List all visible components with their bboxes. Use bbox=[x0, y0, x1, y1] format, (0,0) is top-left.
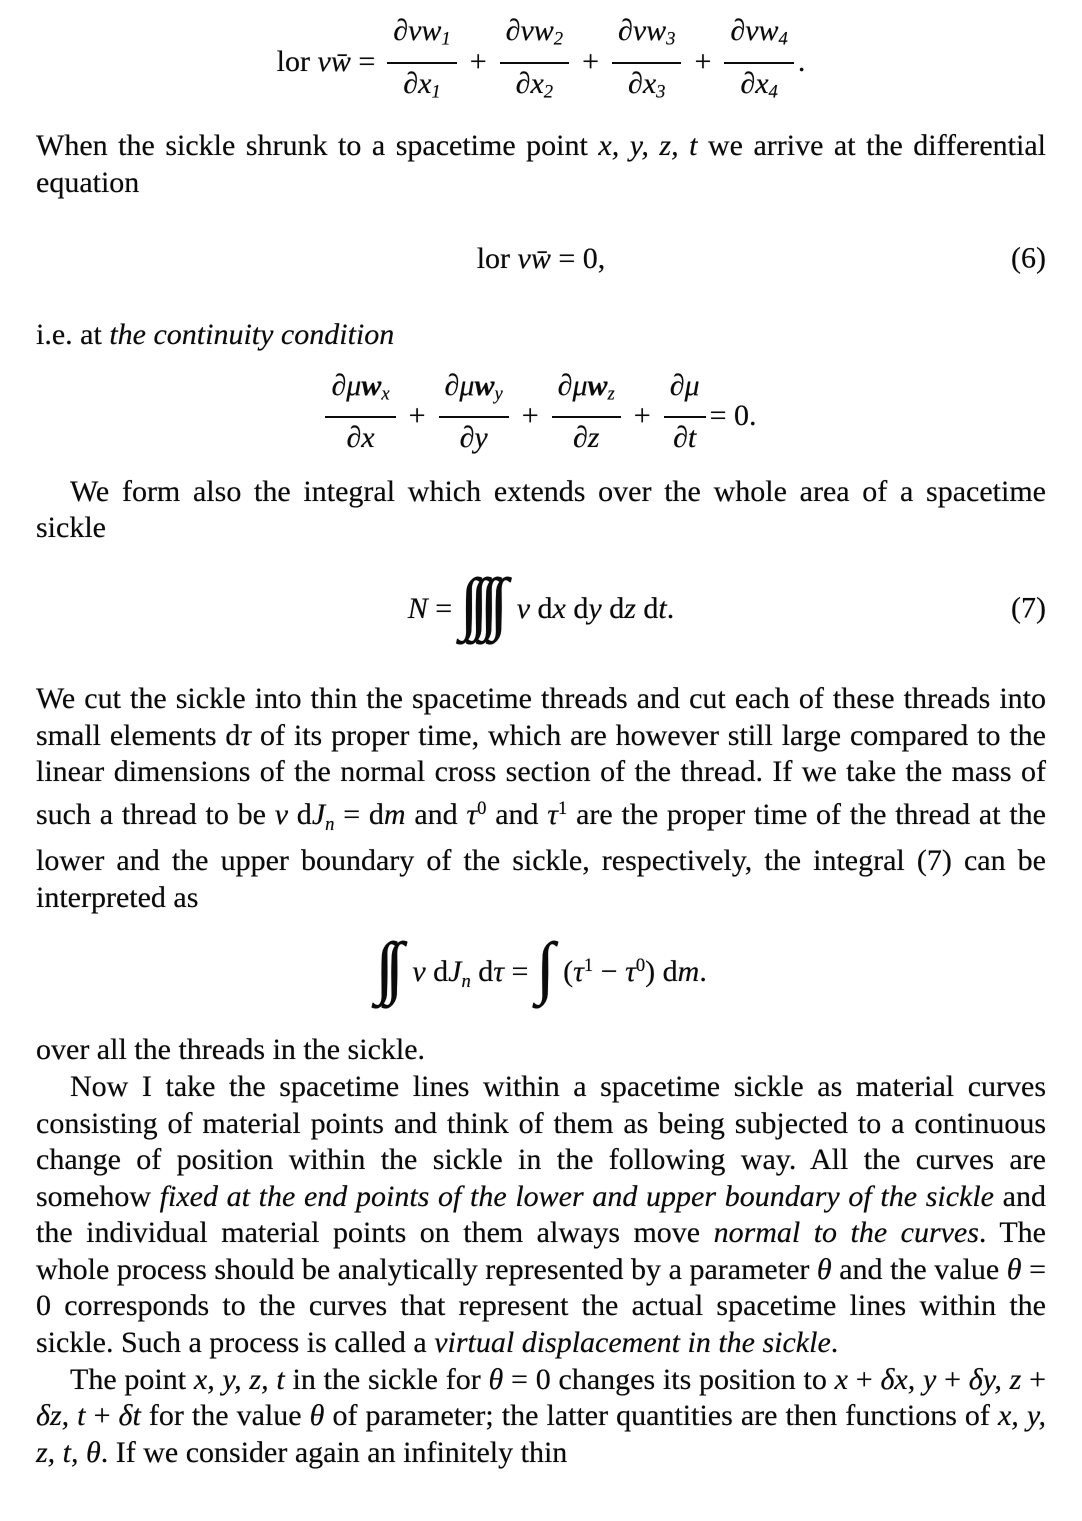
text-run: We cut the sickle into thin the spacetime threads and cut each of these threads into small elements d bbox=[36, 681, 1046, 752]
text-run: δz, t bbox=[36, 1399, 86, 1433]
text-run: the continuity condition bbox=[109, 318, 395, 352]
equation-body bbox=[477, 241, 606, 278]
text-run: τ bbox=[625, 955, 636, 989]
text-run: 1 bbox=[583, 955, 594, 977]
text-run: x bbox=[552, 591, 566, 625]
text-run: ∫ bbox=[535, 928, 546, 1005]
text-run: x, y, z, t, θ bbox=[36, 1399, 1046, 1469]
text-run: Now I take the spacetime lines within a spacetime sickle as material curves consisting of material points and think of them as being subjected to a continuous change of position within the sickle in the following way. All the curves are somehow bbox=[36, 1069, 1046, 1213]
fraction-term-1 bbox=[387, 13, 456, 110]
fraction-term-4 bbox=[724, 13, 793, 110]
text-run: + bbox=[936, 1362, 969, 1396]
plus-operator: + bbox=[469, 44, 487, 78]
text-run: ν bbox=[412, 955, 426, 989]
fraction-numerator bbox=[612, 13, 681, 63]
fraction-numerator bbox=[724, 13, 793, 63]
paragraph-we-form-integral bbox=[36, 474, 1046, 547]
paragraph-we-cut-sickle bbox=[36, 681, 1046, 916]
text-run: of its proper time, which are however still large compared to the linear dimensions of the normal cross section of the thread. If we take the mass of such a thread to be bbox=[36, 718, 1046, 831]
fraction-term-3 bbox=[612, 13, 681, 110]
paragraph-over-all-threads bbox=[36, 1032, 1046, 1069]
plus-operator: + bbox=[582, 44, 599, 78]
text-run: m bbox=[677, 955, 700, 989]
fraction-numerator bbox=[500, 13, 569, 63]
text-run: t bbox=[658, 591, 667, 625]
text-run: = bbox=[350, 44, 376, 78]
text-run: normal to the curves bbox=[713, 1216, 979, 1250]
text-run: θ bbox=[1006, 1252, 1022, 1286]
text-run: ) d bbox=[645, 955, 678, 989]
numerator-base: ∂μ bbox=[669, 369, 700, 403]
equation-body bbox=[407, 564, 675, 641]
text-run: = 0 corresponds to the curves that represent the actual spacetime lines within the sickle. Such a process is called a bbox=[36, 1252, 1046, 1360]
plus-operator: + bbox=[408, 399, 426, 433]
numerator-sub: 4 bbox=[778, 28, 788, 50]
text-run: θ bbox=[309, 1399, 325, 1433]
text-run: n bbox=[325, 813, 335, 835]
numerator-base: ∂νw bbox=[393, 14, 442, 48]
text-run: J bbox=[448, 955, 462, 989]
text-run: m bbox=[383, 797, 406, 831]
text-run: ∫∫∫∫ bbox=[459, 564, 500, 641]
text-run: − bbox=[593, 955, 626, 989]
text-run: for the value bbox=[140, 1399, 310, 1433]
text-run: we arrive at the differential equation bbox=[36, 129, 1046, 199]
text-run: τ bbox=[493, 955, 505, 989]
fraction-numerator bbox=[387, 13, 456, 63]
fraction-numerator bbox=[439, 368, 509, 418]
text-run: ( bbox=[563, 955, 574, 989]
text-run: fixed at the end points of the lower and upper boundary of the sickle bbox=[159, 1179, 994, 1213]
equation-rhs: = 0. bbox=[709, 399, 757, 433]
numerator-sub: 2 bbox=[553, 28, 564, 50]
text-run: . bbox=[699, 955, 707, 989]
text-run: N bbox=[407, 591, 428, 625]
numerator-base: ∂νw bbox=[618, 14, 667, 48]
text-run: τ bbox=[240, 718, 252, 752]
fraction-term-t bbox=[664, 368, 706, 465]
text-run: virtual displacement in the sickle bbox=[434, 1326, 831, 1360]
fraction-denominator bbox=[500, 64, 569, 111]
paragraph-now-i-take bbox=[36, 1069, 1046, 1362]
equation-continuity bbox=[36, 370, 1046, 464]
text-run: = bbox=[504, 955, 536, 989]
denominator-base: ∂x bbox=[346, 421, 375, 455]
denominator-base: ∂y bbox=[459, 421, 488, 455]
text-run: 0 bbox=[635, 955, 646, 977]
text-run: d bbox=[288, 797, 312, 831]
fraction-term-2 bbox=[500, 13, 569, 110]
numerator-base: ∂μ bbox=[444, 369, 475, 403]
text-run: . The whole process should be analytically represented by a parameter bbox=[36, 1216, 1046, 1286]
text-run: When the sickle shrunk to a spacetime point bbox=[36, 129, 599, 162]
text-run: d bbox=[565, 591, 589, 625]
text-run: νw̄ bbox=[317, 44, 351, 78]
fraction-denominator bbox=[724, 64, 793, 111]
text-run: ∫∫ bbox=[375, 928, 396, 1005]
denominator-base: ∂x bbox=[628, 66, 657, 100]
denominator-sub: 1 bbox=[431, 81, 441, 103]
fraction-term-z bbox=[552, 368, 621, 465]
text-run: d bbox=[601, 591, 625, 625]
numerator-frak: w bbox=[474, 369, 495, 403]
numerator-sub: x bbox=[381, 383, 390, 405]
fraction-denominator bbox=[439, 418, 509, 465]
text-run: x, y, z, t bbox=[193, 1362, 285, 1396]
denominator-sub: 2 bbox=[543, 81, 554, 103]
denominator-base: ∂x bbox=[403, 66, 432, 100]
text-run: θ bbox=[816, 1252, 832, 1286]
equation-body bbox=[375, 928, 707, 1005]
text-run: + bbox=[847, 1362, 881, 1396]
fraction-numerator bbox=[552, 368, 621, 418]
text-run: y bbox=[588, 591, 602, 625]
numerator-frak: w bbox=[361, 369, 382, 403]
text-run: d bbox=[635, 591, 659, 625]
numerator-base: ∂μ bbox=[557, 369, 588, 403]
denominator-base: ∂x bbox=[515, 66, 544, 100]
denominator-base: ∂t bbox=[673, 421, 697, 455]
paper-page bbox=[36, 12, 1046, 1471]
fraction-denominator bbox=[664, 418, 706, 465]
text-run: n bbox=[461, 970, 471, 992]
denominator-sub: 4 bbox=[768, 81, 778, 103]
fraction-denominator bbox=[325, 418, 395, 465]
numerator-sub: 1 bbox=[441, 28, 451, 50]
text-run: x, y, z, t bbox=[598, 129, 698, 162]
text-run: + bbox=[85, 1399, 119, 1433]
text-run: of parameter; the latter quantities are then functions of bbox=[324, 1399, 998, 1433]
text-run: d bbox=[530, 591, 553, 625]
equation-period: . bbox=[797, 44, 806, 78]
paragraph-when-sickle-shrunk bbox=[36, 128, 1046, 201]
text-run: τ bbox=[547, 797, 559, 831]
text-run: = 0 changes its position to bbox=[503, 1362, 835, 1396]
equation-number-7: (7) bbox=[1011, 591, 1046, 625]
text-run: are the proper time of the thread at the lower and the upper boundary of the sickle, respectively, the integral (7) can be interpreted as bbox=[36, 797, 1046, 914]
text-run: z bbox=[624, 591, 636, 625]
text-run: ν bbox=[274, 797, 289, 831]
text-run: lor bbox=[476, 241, 518, 275]
equation-thread-integral bbox=[36, 926, 1046, 1022]
text-run: The point bbox=[70, 1362, 194, 1396]
text-run: and bbox=[486, 797, 548, 831]
text-run: δx, y bbox=[880, 1362, 937, 1396]
denominator-base: ∂z bbox=[572, 421, 600, 455]
text-run: J bbox=[311, 797, 326, 831]
numerator-sub: 3 bbox=[666, 28, 676, 50]
text-run: and bbox=[405, 797, 467, 831]
text-run: x bbox=[834, 1362, 848, 1396]
text-run: ν bbox=[516, 591, 531, 625]
numerator-frak: w bbox=[587, 369, 608, 403]
text-run: = 0, bbox=[550, 241, 606, 275]
paragraph-the-point-changes bbox=[36, 1362, 1046, 1472]
text-run: We form also the integral which extends over the whole area of a spacetime sickle bbox=[36, 474, 1046, 545]
numerator-base: ∂μ bbox=[331, 369, 362, 403]
text-run: τ bbox=[466, 797, 478, 831]
paragraph-continuity-condition bbox=[36, 317, 1046, 354]
numerator-base: ∂νw bbox=[505, 14, 554, 48]
text-run: and the value bbox=[831, 1252, 1007, 1286]
text-run: = bbox=[427, 591, 460, 625]
text-run: . bbox=[666, 591, 675, 625]
text-run: and the individual material points on them always move bbox=[36, 1179, 1046, 1250]
equation-lhs bbox=[277, 44, 376, 81]
numerator-base: ∂νw bbox=[730, 14, 779, 48]
equation-7-N-integral bbox=[36, 553, 1046, 665]
text-run: νw̄ bbox=[517, 241, 551, 275]
fraction-denominator bbox=[612, 64, 681, 111]
numerator-sub: z bbox=[607, 383, 615, 405]
text-run: i.e. at bbox=[36, 318, 110, 352]
equation-number-6: (6) bbox=[1011, 241, 1046, 275]
text-run: δt bbox=[118, 1399, 141, 1433]
text-run: θ bbox=[488, 1362, 504, 1396]
text-run: . bbox=[830, 1326, 839, 1360]
plus-operator: + bbox=[521, 399, 539, 433]
fraction-denominator bbox=[387, 64, 456, 111]
text-run: over all the threads in the sickle. bbox=[36, 1033, 426, 1067]
text-run: = d bbox=[334, 797, 384, 831]
text-run: d bbox=[425, 955, 449, 989]
fraction-term-y bbox=[439, 368, 509, 465]
plus-operator: + bbox=[694, 44, 712, 78]
text-run: in the sickle for bbox=[284, 1362, 489, 1396]
text-run: δy, z bbox=[968, 1362, 1022, 1396]
text-run: 0 bbox=[477, 797, 487, 819]
fraction-term-x bbox=[325, 368, 395, 465]
denominator-sub: 3 bbox=[656, 81, 666, 103]
equation-6-lor-zero bbox=[36, 239, 1046, 279]
fraction-denominator bbox=[552, 418, 621, 465]
equation-lor-divergence bbox=[36, 12, 1046, 112]
text-run: lor bbox=[276, 44, 318, 78]
fraction-numerator bbox=[325, 368, 395, 418]
text-run: 1 bbox=[558, 797, 568, 819]
text-run: τ bbox=[573, 955, 584, 989]
plus-operator: + bbox=[633, 399, 651, 433]
fraction-numerator bbox=[664, 368, 706, 418]
text-run: + bbox=[1021, 1362, 1047, 1396]
text-run: d bbox=[470, 955, 494, 989]
numerator-sub: y bbox=[494, 383, 503, 405]
text-run: . If we consider again an infinitely thin bbox=[100, 1435, 568, 1469]
denominator-base: ∂x bbox=[740, 66, 769, 100]
